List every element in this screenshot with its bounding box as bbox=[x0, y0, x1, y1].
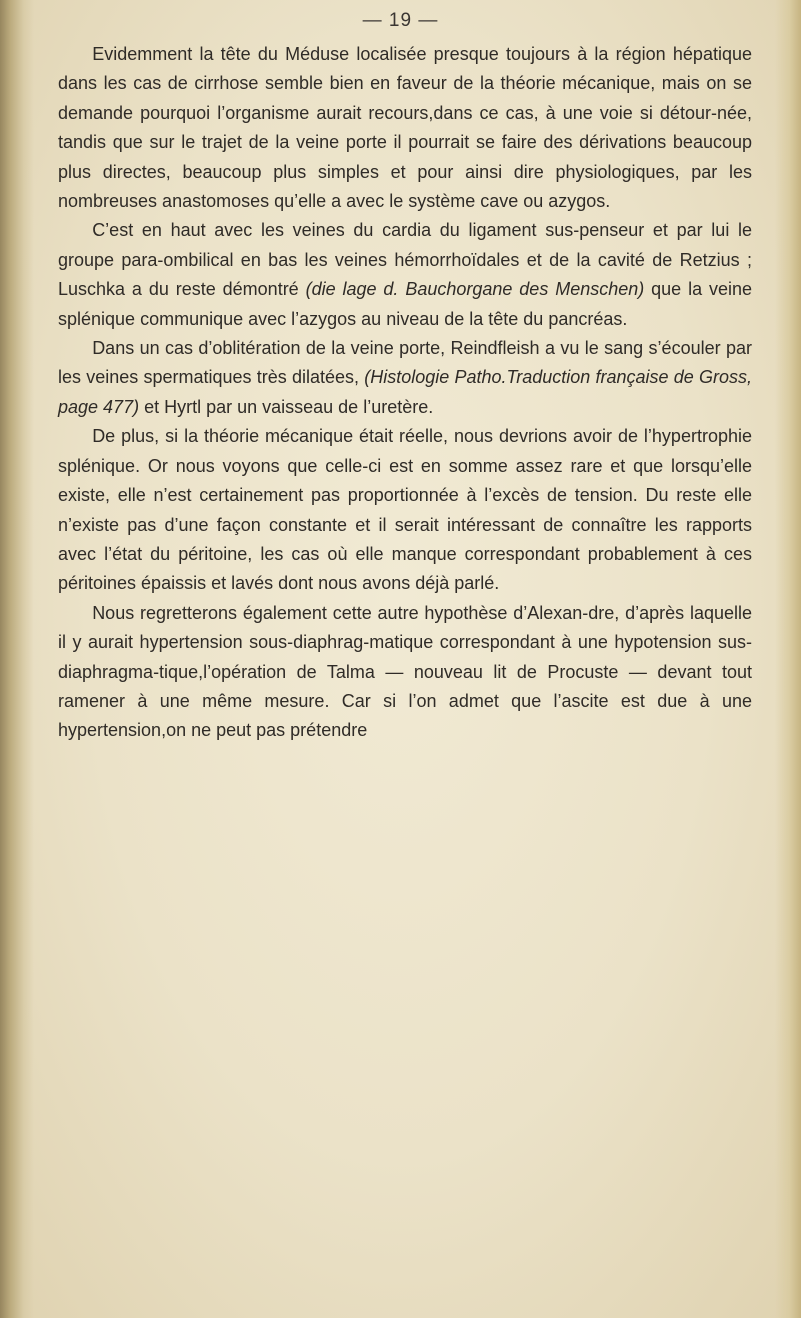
paragraph-2 bbox=[58, 216, 752, 334]
page-edge-shadow-left bbox=[0, 0, 34, 1318]
body-text bbox=[58, 40, 752, 746]
paragraph-2-text-after: que la veine splénique communique avec l’azygos au niveau de la tête du pancréas. bbox=[58, 279, 753, 329]
paragraph-3-text-before: Dans un cas d’oblitération de la veine porte, Reindfleish a vu le sang s’écouler par les veines spermatiques très dilatées, bbox=[58, 338, 752, 388]
citation-histologie: (Histologie Patho.Traduction française de Gross, page 477) bbox=[58, 367, 752, 417]
paragraph-4: De plus, si la théorie mécanique était réelle, nous devrions avoir de l’hypertrophie splénique. Or nous voyons que celle-ci est en somme assez rare et que lorsqu’elle existe, elle n’est certainement pas proportionnée à l’excès de tension. Du reste elle n’existe pas d’une façon constante et il serait intéressant de connaître les rapports avec l’état du péritoine, les cas où elle manque correspondant probablement à ces péritoines épaissis et lavés dont nous avons déjà parlé. bbox=[58, 426, 752, 594]
paragraph-3 bbox=[58, 334, 752, 422]
page-number: — 19 — bbox=[362, 10, 439, 31]
paragraph-2-text-before: C’est en haut avec les veines du cardia du ligament sus-penseur et par lui le groupe para-ombilical en bas les veines hémorrhoïdales et de la cavité de Retzius ; Luschka a du reste démontré bbox=[58, 220, 752, 300]
paragraph-5: Nous regretterons également cette autre hypothèse d’Alexan-dre, d’après laquelle il y aurait hypertension sous-diaphrag-matique correspondant à une hypotension sus-diaphragma-tique,l’opération de Talma — nouveau lit de Procuste — devant tout ramener à une même mesure. Car si l’on admet que l’ascite est due à une hypertension,on ne peut pas prétendre bbox=[58, 602, 752, 741]
paragraph-1: Evidemment la tête du Méduse localisée presque toujours à la région hépatique dans les cas de cirrhose semble bien en faveur de la théorie mécanique, mais on se demande pourquoi l’organisme aurait recours,dans ce cas, à une voie si détour-née, tandis que sur le trajet de la veine porte il pourrait se faire des dérivations beaucoup plus directes, beaucoup plus simples et pour ainsi dire physiologiques, par les nombreuses anastomoses qu’elle a avec le système cave ou azygos. bbox=[58, 44, 752, 212]
page-edge-shadow-right bbox=[775, 0, 801, 1318]
paragraph-3-text-after: et Hyrtl par un vaisseau de l’uretère. bbox=[139, 396, 434, 417]
citation-bauchorgane: (die lage d. Bauchorgane des Menschen) bbox=[305, 279, 645, 300]
